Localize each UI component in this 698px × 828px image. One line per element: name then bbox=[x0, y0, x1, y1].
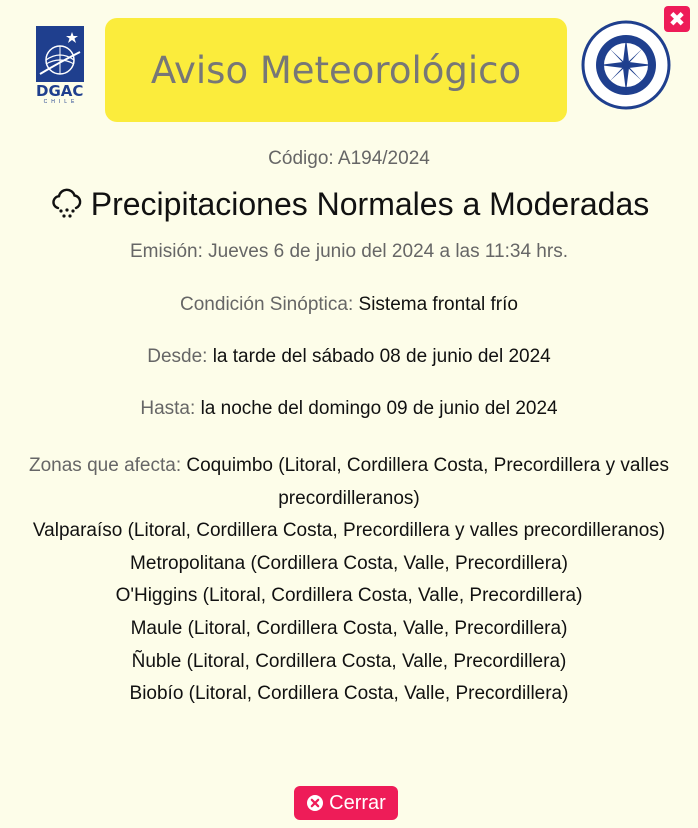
zone-item: Ñuble (Litoral, Cordillera Costa, Valle, Precordillera) bbox=[131, 650, 567, 672]
until-label: Hasta: bbox=[140, 398, 196, 419]
until-row bbox=[0, 397, 698, 421]
synoptic-row bbox=[0, 293, 698, 317]
code-row bbox=[0, 147, 698, 171]
zones-label: Zonas que afecta: bbox=[29, 455, 182, 476]
zone-item: Biobío (Litoral, Cordillera Costa, Valle, Precordillera) bbox=[129, 683, 569, 705]
zone-item: Valparaíso (Litoral, Cordillera Costa, Precordillera y valles precordilleranos) bbox=[32, 520, 666, 542]
dgac-logo bbox=[36, 26, 86, 104]
close-button[interactable] bbox=[294, 786, 398, 820]
close-circle-icon bbox=[306, 794, 324, 812]
cloud-rain-icon bbox=[49, 186, 85, 222]
emission-row bbox=[0, 240, 698, 264]
page-title: Aviso Meteorológico bbox=[150, 48, 522, 92]
meteochile-logo-icon bbox=[581, 20, 671, 110]
until-value: la noche del domingo 09 de junio del 2024 bbox=[200, 398, 558, 419]
synoptic-label: Condición Sinóptica: bbox=[180, 294, 354, 315]
event-title-row bbox=[0, 185, 698, 223]
dgac-logo-subtext: CHILE bbox=[43, 99, 79, 105]
emission-label: Emisión: bbox=[130, 241, 203, 262]
from-label: Desde: bbox=[147, 346, 208, 367]
from-row bbox=[0, 345, 698, 369]
synoptic-value: Sistema frontal frío bbox=[358, 294, 518, 315]
code-label: Código: bbox=[268, 148, 334, 169]
zone-item: Metropolitana (Cordillera Costa, Valle, Precordillera) bbox=[130, 552, 568, 574]
close-button-label: Cerrar bbox=[329, 791, 386, 814]
zone-item: O'Higgins (Litoral, Cordillera Costa, Valle, Precordillera) bbox=[115, 585, 583, 607]
zone-item: Maule (Litoral, Cordillera Costa, Valle, Precordillera) bbox=[130, 617, 568, 639]
close-icon[interactable]: ✖ bbox=[664, 6, 690, 32]
dgac-logo-text: DGAC bbox=[36, 82, 84, 100]
from-value: la tarde del sábado 08 de junio del 2024 bbox=[212, 346, 551, 367]
zones-list bbox=[20, 450, 678, 711]
dgac-emblem-icon bbox=[36, 26, 84, 82]
emission-value: Jueves 6 de junio del 2024 a las 11:34 hrs. bbox=[208, 241, 568, 262]
zone-item: Coquimbo (Litoral, Cordillera Costa, Precordillera y valles precordilleranos) bbox=[186, 455, 669, 509]
event-title: Precipitaciones Normales a Moderadas bbox=[90, 186, 650, 222]
title-banner bbox=[105, 18, 567, 122]
code-value: A194/2024 bbox=[337, 148, 430, 169]
